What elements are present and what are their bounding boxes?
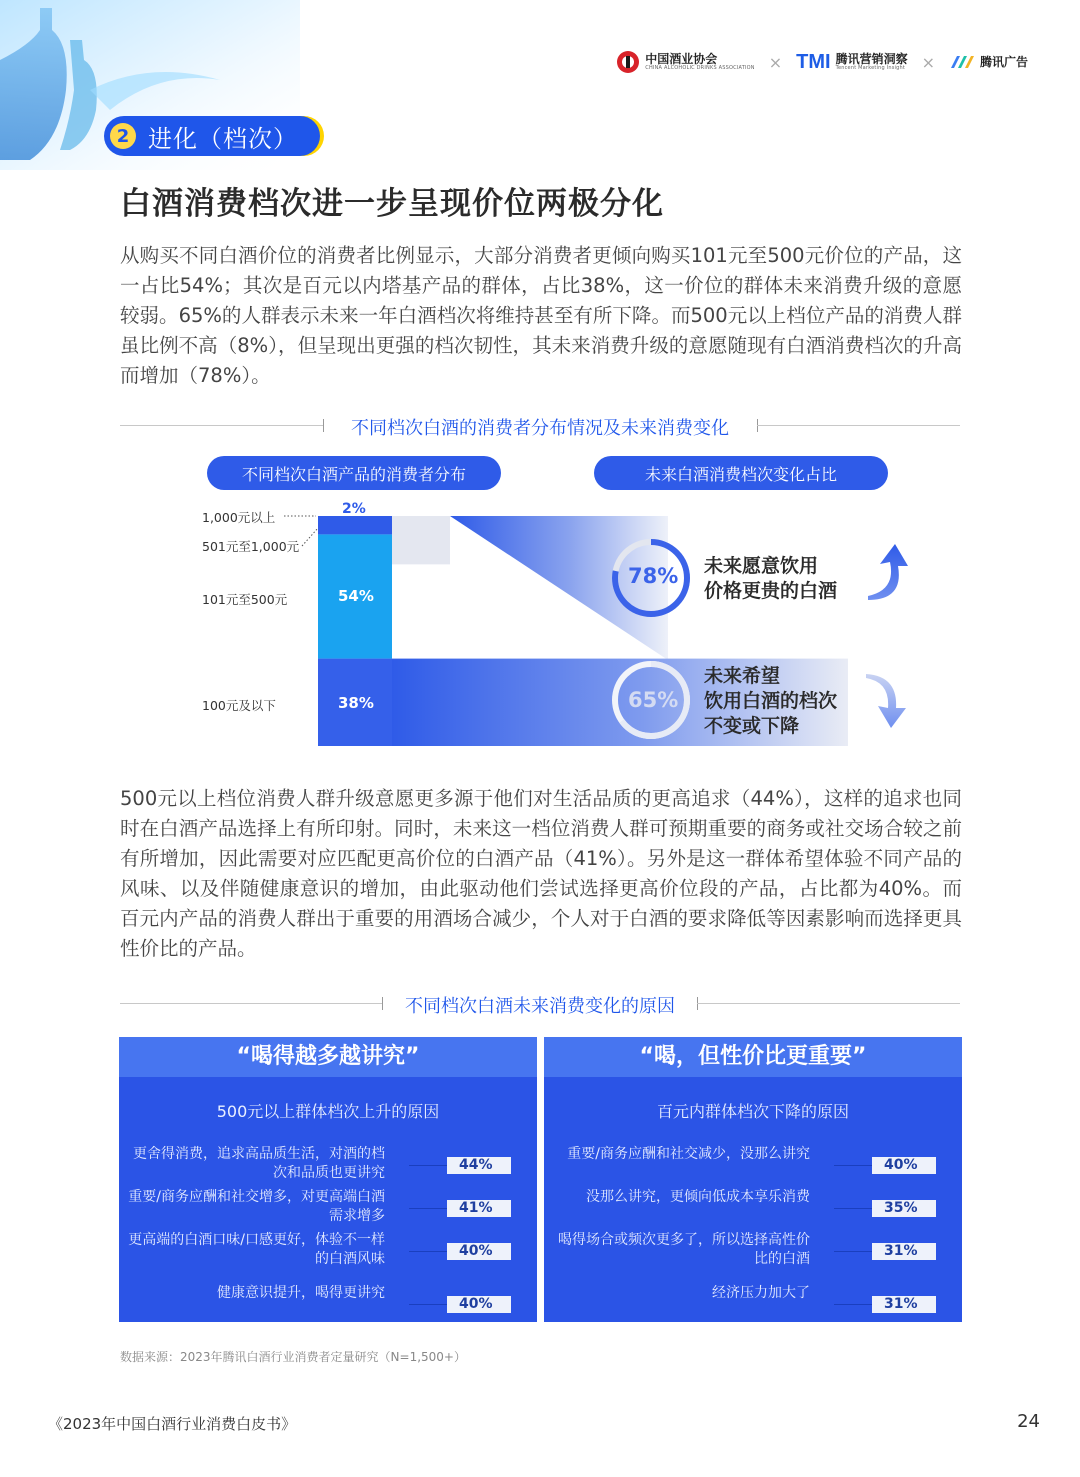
reason-value: 31%	[872, 1243, 936, 1260]
value-label-1000-plus: 2%	[342, 501, 366, 517]
page-number: 24	[1017, 1411, 1040, 1432]
left-chart-pill: 不同档次白酒产品的消费者分布	[207, 456, 501, 490]
tmi-name: 腾讯营销洞察	[835, 52, 908, 66]
value-label-101-500: 54%	[338, 587, 374, 605]
downgrade-label-line2: 饮用白酒的档次	[704, 690, 838, 712]
reason-value: 44%	[447, 1157, 511, 1174]
downgrade-label-line3: 不变或下降	[704, 715, 800, 737]
reason-value: 40%	[447, 1296, 511, 1313]
leader-501-1000	[302, 528, 318, 546]
section-number: 2	[110, 123, 136, 149]
chart-section-title: 不同档次白酒的消费者分布情况及未来消费变化	[351, 418, 729, 439]
downgrade-label	[704, 664, 837, 739]
upgrade-label	[704, 554, 837, 604]
reason-value: 40%	[872, 1157, 936, 1174]
upgrade-reason-row	[119, 1145, 537, 1185]
ring-value-upgrade: 78%	[628, 564, 679, 588]
reasons-section-title: 不同档次白酒未来消费变化的原因	[405, 996, 675, 1017]
upgrade-subtitle: 500元以上群体档次上升的原因	[216, 1102, 440, 1121]
reason-value: 41%	[447, 1200, 511, 1217]
reason-text: 更舍得消费，追求高品质生活，对酒的档次和品质也更讲究	[133, 1146, 385, 1181]
data-source: 数据来源：2023年腾讯白酒行业消费者定量研究（N=1,500+）	[120, 1350, 466, 1364]
upgrade-label-line1: 未来愿意饮用	[704, 555, 819, 577]
page-title: 白酒消费档次进一步呈现价位两极分化	[120, 186, 664, 222]
arrow-down-icon	[866, 674, 906, 728]
upgrade-label-line2: 价格更贵的白酒	[704, 580, 838, 602]
reason-value: 35%	[872, 1200, 936, 1217]
reasons-rule-right	[697, 1003, 960, 1004]
reasons-section-heading	[120, 992, 960, 1016]
tmi-name-en: Tencent Marketing Insight	[835, 65, 906, 71]
arrow-up-icon	[868, 544, 908, 600]
category-label-100-below: 100元及以下	[202, 698, 276, 713]
upgrade-reason-row	[119, 1284, 537, 1324]
upgrade-headline: “喝得越多越讲究”	[119, 1037, 537, 1077]
right-chart-pill: 未来白酒消费档次变化占比	[594, 456, 888, 490]
reason-value: 40%	[447, 1243, 511, 1260]
upgrade-reason-row	[119, 1231, 537, 1271]
reason-text: 重要/商务应酬和社交减少，没那么讲究	[567, 1146, 810, 1162]
upgrade-reasons-panel	[119, 1037, 537, 1322]
bar-premium-cap	[318, 516, 392, 534]
tmi-mark: TMI	[796, 50, 831, 73]
downgrade-label-line1: 未来希望	[704, 665, 781, 687]
upgrade-reason-row	[119, 1188, 537, 1228]
cada-name-en: CHINA ALCOHOLIC DRINKS ASSOCIATION	[645, 65, 755, 71]
downgrade-headline: “喝，但性价比更重要”	[544, 1037, 962, 1077]
downgrade-reason-row	[544, 1188, 962, 1228]
downgrade-reason-row	[544, 1145, 962, 1185]
tencent-ads-name: 腾讯广告	[979, 55, 1028, 69]
fan-connector	[392, 516, 450, 564]
fan-upgrade	[450, 516, 668, 660]
ring-value-downgrade: 65%	[628, 688, 679, 712]
downgrade-reason-row	[544, 1231, 962, 1271]
category-label-1000-plus: 1,000元以上	[202, 510, 276, 525]
category-label-501-1000: 501元至1,000元	[202, 539, 300, 554]
reason-text: 健康意识提升，喝得更讲究	[217, 1285, 385, 1301]
value-label-100-below: 38%	[338, 694, 374, 712]
reason-text: 更高端的白酒口味/口感更好，体验不一样的白酒风味	[128, 1232, 385, 1267]
downgrade-reasons-panel	[544, 1037, 962, 1322]
logo-separator-2: ×	[921, 52, 935, 72]
downgrade-reason-row	[544, 1284, 962, 1324]
section-label: 进化（档次）	[148, 124, 298, 153]
reasons-paragraph: 500元以上档位消费人群升级意愿更多源于他们对生活品质的更高追求（44%），这样的追求也同时在白酒产品选择上有所印射。同时，未来这一档位消费人群可预期重要的商务或社交场合较之前有所增加，因此需要对应匹配更高价位的白酒产品（41%）。另外是这一群体希望体验不同产品的风味、以及伴随健康意识的增加，由此驱动他们尝试选择更高价位段的产品，占比都为40%。而百元内产品的消费人群出于重要的用酒场合减少，个人对于白酒的要求降低等因素影响而选择更具性价比的产品。	[120, 787, 962, 960]
reason-text: 经济压力加大了	[712, 1285, 810, 1301]
footer-title: 《2023年中国白酒行业消费白皮书》	[48, 1415, 297, 1433]
reason-text: 重要/商务应酬和社交增多，对更高端白酒需求增多	[128, 1189, 385, 1224]
reason-text: 没那么讲究，更倾向低成本享乐消费	[586, 1189, 810, 1205]
logo-separator: ×	[768, 52, 783, 72]
cada-name: 中国酒业协会	[645, 52, 718, 66]
downgrade-subtitle: 百元内群体档次下降的原因	[656, 1102, 849, 1121]
intro-paragraph: 从购买不同白酒价位的消费者比例显示，大部分消费者更倾向购买101元至500元价位的产品，这一占比54%；其次是百元以内塔基产品的群体，占比38%，这一价位的群体未来消费升级的意愿较弱。65%的人群表示未来一年白酒档次将维持甚至有所下降。而500元以上档位产品的消费人群虽比例不高（8%），但呈现出更强的档次韧性，其未来消费升级的意愿随现有白酒消费档次的升高而增加（78%）。	[120, 244, 962, 387]
reason-text: 喝得场合或频次更多了，所以选择高性价比的白酒	[558, 1232, 810, 1267]
reason-value: 31%	[872, 1296, 936, 1313]
category-label-101-500: 101元至500元	[202, 592, 288, 607]
